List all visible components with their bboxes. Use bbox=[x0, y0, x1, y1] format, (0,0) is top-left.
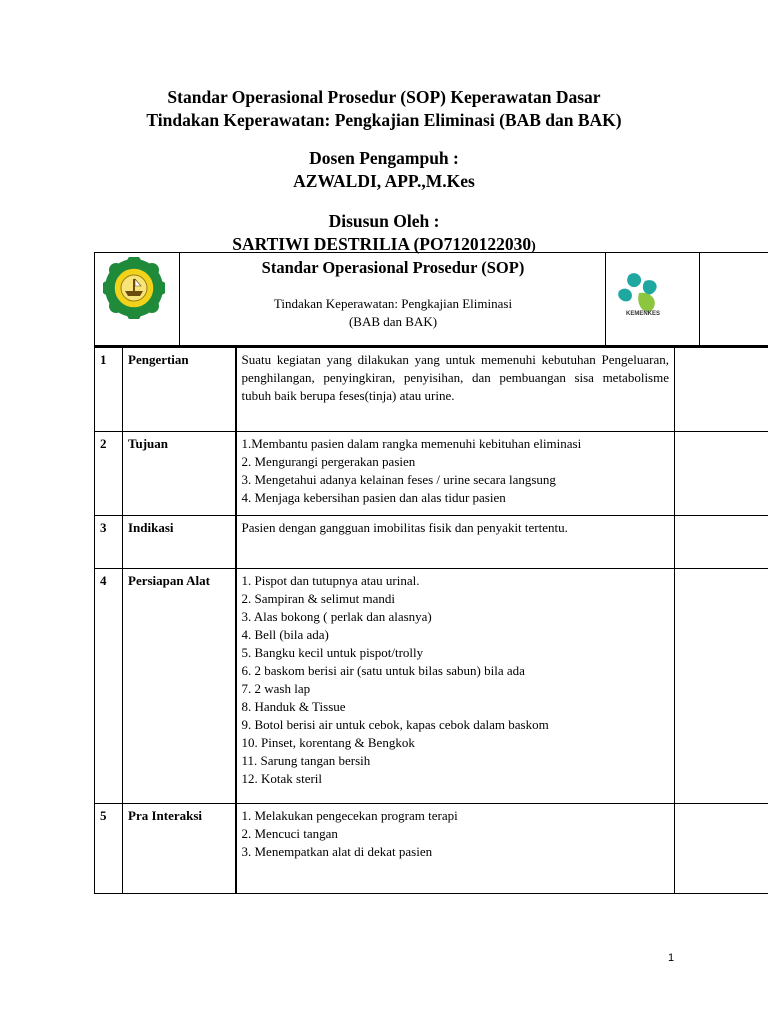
list-item: 6. 2 baskom berisi air (satu untuk bilas sabun) bila ada bbox=[241, 663, 525, 678]
list-item: 3. Mengetahui adanya kelainan feses / urine secara langsung bbox=[241, 472, 556, 487]
row-number: 5 bbox=[95, 804, 123, 894]
row-notes-cell bbox=[675, 432, 768, 516]
row-number: 4 bbox=[95, 569, 123, 804]
list-item: 10. Pinset, korentang & Bengkok bbox=[241, 735, 415, 750]
list-item: 2. Mencuci tangan bbox=[241, 826, 338, 841]
header-title: Standar Operasional Prosedur (SOP) bbox=[261, 258, 525, 277]
header-divider-2 bbox=[605, 253, 606, 345]
header-subtitle-line-1: Tindakan Keperawatan: Pengkajian Eliminasi bbox=[273, 296, 513, 311]
page-number: 1 bbox=[668, 952, 675, 964]
list-item: 4. Menjaga kebersihan pasien dan alas tidur pasien bbox=[241, 490, 506, 505]
lecturer-name: AZWALDI, APP.,M.Kes bbox=[293, 171, 475, 191]
row-notes-cell bbox=[675, 516, 768, 569]
list-item: 2. Sampiran & selimut mandi bbox=[241, 591, 395, 606]
table-row bbox=[95, 348, 768, 432]
list-item: 2. Mengurangi pergerakan pasien bbox=[241, 454, 416, 469]
row-content: Pasien dengan gangguan imobilitas fisik dan penyakit tertentu. bbox=[236, 516, 675, 569]
row-notes-cell bbox=[675, 348, 768, 432]
table-row bbox=[95, 804, 768, 894]
row-number: 1 bbox=[95, 348, 123, 432]
author-name-close: ) bbox=[531, 239, 536, 254]
document-title bbox=[0, 86, 768, 132]
row-number: 2 bbox=[95, 432, 123, 516]
institution-seal-icon bbox=[103, 257, 165, 319]
header-subtitle-line-2: (BAB dan BAK) bbox=[348, 314, 438, 329]
row-label: Persiapan Alat bbox=[123, 569, 236, 804]
sop-table bbox=[94, 347, 768, 894]
table-row bbox=[95, 516, 768, 569]
row-content bbox=[236, 804, 675, 894]
row-content bbox=[236, 569, 675, 804]
table-row bbox=[95, 432, 768, 516]
list-item: 8. Handuk & Tissue bbox=[241, 699, 346, 714]
author-name: SARTIWI DESTRILIA (PO7120122030 bbox=[232, 234, 532, 254]
sop-header-table bbox=[94, 252, 768, 347]
lecturer-label: Dosen Pengampuh : bbox=[309, 148, 459, 168]
row-label: Indikasi bbox=[123, 516, 236, 569]
title-line-1: Standar Operasional Prosedur (SOP) Keperawatan Dasar bbox=[167, 87, 601, 107]
kemenkes-logo-text: KEMENKES bbox=[625, 311, 660, 317]
author-block bbox=[0, 210, 768, 258]
list-item: 3. Menempatkan alat di dekat pasien bbox=[241, 844, 433, 859]
list-item: 1. Melakukan pengecekan program terapi bbox=[241, 808, 458, 823]
title-line-2: Tindakan Keperawatan: Pengkajian Eliminasi (BAB dan BAK) bbox=[146, 110, 622, 130]
row-label: Pra Interaksi bbox=[123, 804, 236, 894]
row-label: Tujuan bbox=[123, 432, 236, 516]
list-item: 1. Pispot dan tutupnya atau urinal. bbox=[241, 573, 420, 588]
lecturer-block bbox=[0, 147, 768, 193]
row-content bbox=[236, 432, 675, 516]
list-item: 5. Bangku kecil untuk pispot/trolly bbox=[241, 645, 424, 660]
row-notes-cell bbox=[675, 804, 768, 894]
list-item: 9. Botol berisi air untuk cebok, kapas cebok dalam baskom bbox=[241, 717, 549, 732]
list-item: 4. Bell (bila ada) bbox=[241, 627, 329, 642]
row-number: 3 bbox=[95, 516, 123, 569]
header-divider-1 bbox=[179, 253, 180, 345]
list-item: 7. 2 wash lap bbox=[241, 681, 311, 696]
author-label: Disusun Oleh : bbox=[328, 211, 440, 231]
list-item: 3. Alas bokong ( perlak dan alasnya) bbox=[241, 609, 432, 624]
row-content: Suatu kegiatan yang dilakukan yang untuk memenuhi kebutuhan Pengeluaran, penghilangan, penyingkiran, penyisihan, dan pembuangan sisa metabolisme tubuh baik berupa feses(tinja) atau urine. bbox=[236, 348, 675, 432]
table-row bbox=[95, 569, 768, 804]
list-item: 11. Sarung tangan bersih bbox=[241, 753, 371, 768]
header-divider-3 bbox=[699, 253, 700, 345]
list-item: 12. Kotak steril bbox=[241, 771, 323, 786]
header-subtitle bbox=[181, 295, 605, 331]
row-label: Pengertian bbox=[123, 348, 236, 432]
row-notes-cell bbox=[675, 569, 768, 804]
list-item: 1.Membantu pasien dalam rangka memenuhi kebituhan eliminasi bbox=[241, 436, 582, 451]
